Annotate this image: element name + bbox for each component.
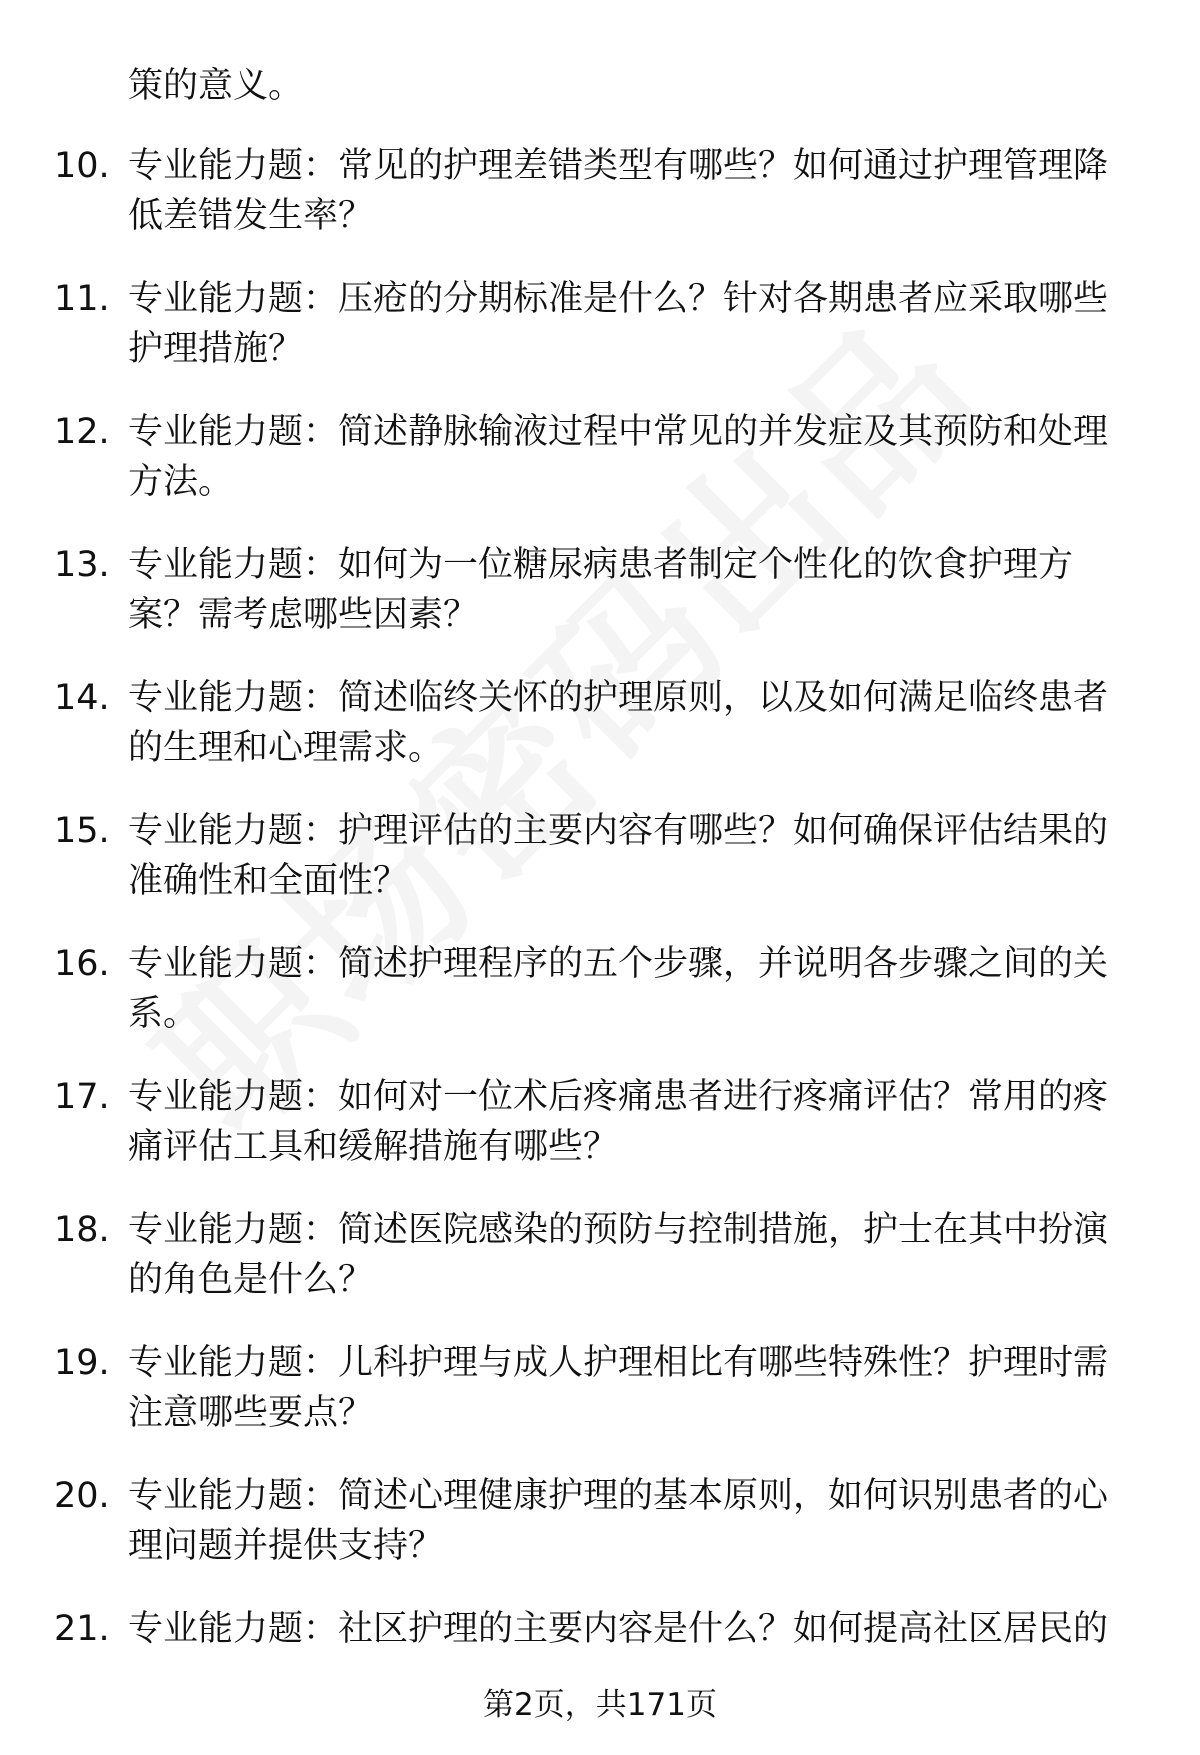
item-text-line: 专业能力题：如何为一位糖尿病患者制定个性化的饮食护理方 — [128, 545, 1074, 585]
item-text-line: 专业能力题：儿科护理与成人护理相比有哪些特殊性？护理时需 — [128, 1343, 1109, 1383]
item-text-line: 专业能力题：简述临终关怀的护理原则，以及如何满足临终患者 — [128, 678, 1109, 718]
item-text-line: 系。 — [128, 994, 199, 1034]
item-number: 10. — [54, 146, 110, 186]
item-text-line: 痛评估工具和缓解措施有哪些？ — [128, 1127, 619, 1167]
list-item — [0, 672, 1200, 805]
item-number: 11. — [54, 279, 110, 319]
item-number: 20. — [54, 1476, 110, 1516]
item-number: 17. — [54, 1077, 110, 1117]
item-text-line: 专业能力题：简述护理程序的五个步骤，并说明各步骤之间的关 — [128, 944, 1109, 984]
page-number-footer: 第2页，共171页 — [483, 1687, 717, 1723]
item-number: 18. — [54, 1210, 110, 1250]
list-item — [0, 1470, 1200, 1603]
item-text-line: 的角色是什么？ — [128, 1260, 374, 1300]
list-item — [0, 273, 1200, 406]
item-text-line: 的生理和心理需求。 — [128, 728, 444, 768]
item-text-line: 低差错发生率？ — [128, 196, 374, 236]
item-number: 14. — [54, 678, 110, 718]
item-number: 13. — [54, 545, 110, 585]
item-text-line: 注意哪些要点？ — [128, 1393, 374, 1433]
item-number: 21. — [54, 1609, 110, 1649]
item-text-line: 专业能力题：压疮的分期标准是什么？针对各期患者应采取哪些 — [128, 279, 1109, 319]
item-text-line: 专业能力题：简述医院感染的预防与控制措施，护士在其中扮演 — [128, 1210, 1109, 1250]
item-number: 12. — [54, 412, 110, 452]
item-text-line: 专业能力题：如何对一位术后疼痛患者进行疼痛评估？常用的疼 — [128, 1077, 1109, 1117]
item-number: 16. — [54, 944, 110, 984]
question-list — [0, 140, 1200, 1736]
item-text-line: 护理措施？ — [128, 329, 304, 369]
list-item — [0, 539, 1200, 672]
item-text-line: 方法。 — [128, 462, 234, 502]
item-text-line: 理问题并提供支持？ — [128, 1526, 444, 1566]
item-text-line: 专业能力题：简述静脉输液过程中常见的并发症及其预防和处理 — [128, 412, 1109, 452]
item-text-line: 专业能力题：社区护理的主要内容是什么？如何提高社区居民的 — [128, 1609, 1109, 1649]
item-text-line: 专业能力题：常见的护理差错类型有哪些？如何通过护理管理降 — [128, 146, 1109, 186]
item-text-line: 专业能力题：简述心理健康护理的基本原则，如何识别患者的心 — [128, 1476, 1109, 1516]
continuation-text: 策的意义。 — [128, 66, 304, 106]
item-text-line: 案？需考虑哪些因素？ — [128, 595, 479, 635]
item-number: 15. — [54, 811, 110, 851]
list-item — [0, 805, 1200, 938]
list-item — [0, 1337, 1200, 1470]
list-item — [0, 406, 1200, 539]
item-number: 19. — [54, 1343, 110, 1383]
list-item — [0, 1204, 1200, 1337]
item-text-line: 准确性和全面性？ — [128, 861, 409, 901]
list-item — [0, 140, 1200, 273]
item-text-line: 专业能力题：护理评估的主要内容有哪些？如何确保评估结果的 — [128, 811, 1109, 851]
list-item — [0, 938, 1200, 1071]
list-item — [0, 1071, 1200, 1204]
